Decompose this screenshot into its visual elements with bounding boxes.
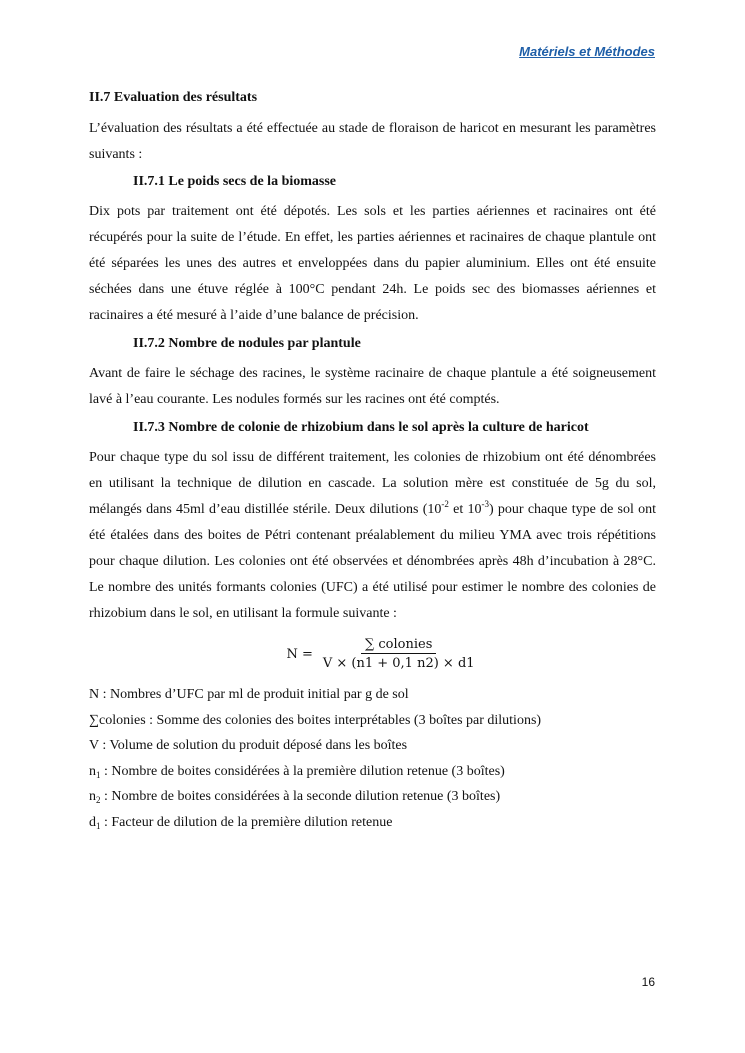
formula-fraction: [319, 637, 479, 671]
n2-symbol: n: [89, 789, 96, 804]
d1-symbol: d: [89, 814, 96, 830]
subsection-text-rhizobium: [89, 445, 656, 627]
d1-text: : Facteur de dilution de la première dilution retenue: [100, 814, 393, 830]
subsection-text-nodules: Avant de faire le séchage des racines, le système racinaire de chaque plantule a été soigneusement lavé à l’eau courante. Les nodules formés sur les racines ont été comptés.: [89, 366, 656, 407]
d1-subscript: 1: [96, 820, 101, 831]
section-title: II.7 Evaluation des résultats: [89, 90, 258, 105]
n1-text: : Nombre de boites considérées à la première dilution retenue (3 boîtes): [100, 763, 505, 779]
definition-n1: [89, 759, 656, 785]
subsection-title-rhizobium: II.7.3 Nombre de colonie de rhizobium dans le sol après la culture de haricot: [133, 420, 589, 435]
section-intro: L’évaluation des résultats a été effectuée au stade de floraison de haricot en mesurant les paramètres suivants :: [89, 121, 656, 162]
formula-numerator: ∑ colonies: [361, 637, 436, 654]
subsection-title-nodules: II.7.2 Nombre de nodules par plantule: [133, 336, 361, 351]
rhizobium-text-part-c: ) pour chaque type de sol ont été étalées dans des boites de Pétri contenant préalablement du milieu YMA avec trois répétitions pour chaque dilution. Les colonies ont été observées et dénombrées après 48h d’incubation à 28°C. Le nombre des unités formants colonies (UFC) a été utilisé pour estimer le nombre des colonies de rhizobium dans le sol, en utilisant la formule suivante :: [89, 502, 657, 621]
definition-d1: [89, 810, 656, 836]
running-header: Matériels et Méthodes: [519, 44, 655, 59]
n2-subscript: 2: [96, 795, 101, 805]
definition-v: V : Volume de solution du produit déposé dans les boîtes: [89, 738, 408, 753]
formula-lhs: N =: [286, 646, 313, 662]
definition-sum-colonies: ∑colonies : Somme des colonies des boites interprétables (3 boîtes par dilutions): [89, 712, 542, 728]
n1-symbol: n: [89, 763, 96, 779]
subsection-text-biomass: Dix pots par traitement ont été dépotés. Les sols et les parties aériennes et racinaires ont été récupérés pour la suite de l’étude. En effet, les parties aériennes et racinaires de chaque plantule ont été séparées les unes des autres et enveloppées dans du papier aluminium. Elles ont été ensuite séchées dans une étuve réglée à 100°C pendant 24h. Le poids sec des biomasses aériennes et racinaires a été mesuré à l’aide d’une balance de précision.: [89, 204, 656, 323]
definition-n: N : Nombres d’UFC par ml de produit initial par g de sol: [89, 687, 409, 702]
n1-subscript: 1: [96, 769, 101, 780]
page-body: [89, 88, 656, 835]
page-number: 16: [641, 975, 655, 989]
ufc-formula: [109, 632, 656, 676]
subsection-title-biomass: II.7.1 Le poids secs de la biomasse: [133, 174, 337, 189]
dilution-exponent-1: -2: [441, 499, 449, 509]
n2-text: : Nombre de boites considérées à la seconde dilution retenue (3 boîtes): [100, 789, 501, 804]
rhizobium-text-part-a: Pour chaque type du sol issu de différent traitement, les colonies de rhizobium ont été dénombrées en utilisant la technique de dilution en cascade. La solution mère est constituée de 5g du sol, mélangés dans 45ml d’eau distillée stérile. Deux dilutions (10: [89, 450, 656, 517]
formula-denominator: V × (n1 + 0,1 n2) × d1: [322, 656, 475, 671]
rhizobium-text-part-b: et 10: [448, 502, 482, 517]
dilution-exponent-2: -3: [481, 499, 490, 509]
definition-n2: [89, 784, 656, 810]
